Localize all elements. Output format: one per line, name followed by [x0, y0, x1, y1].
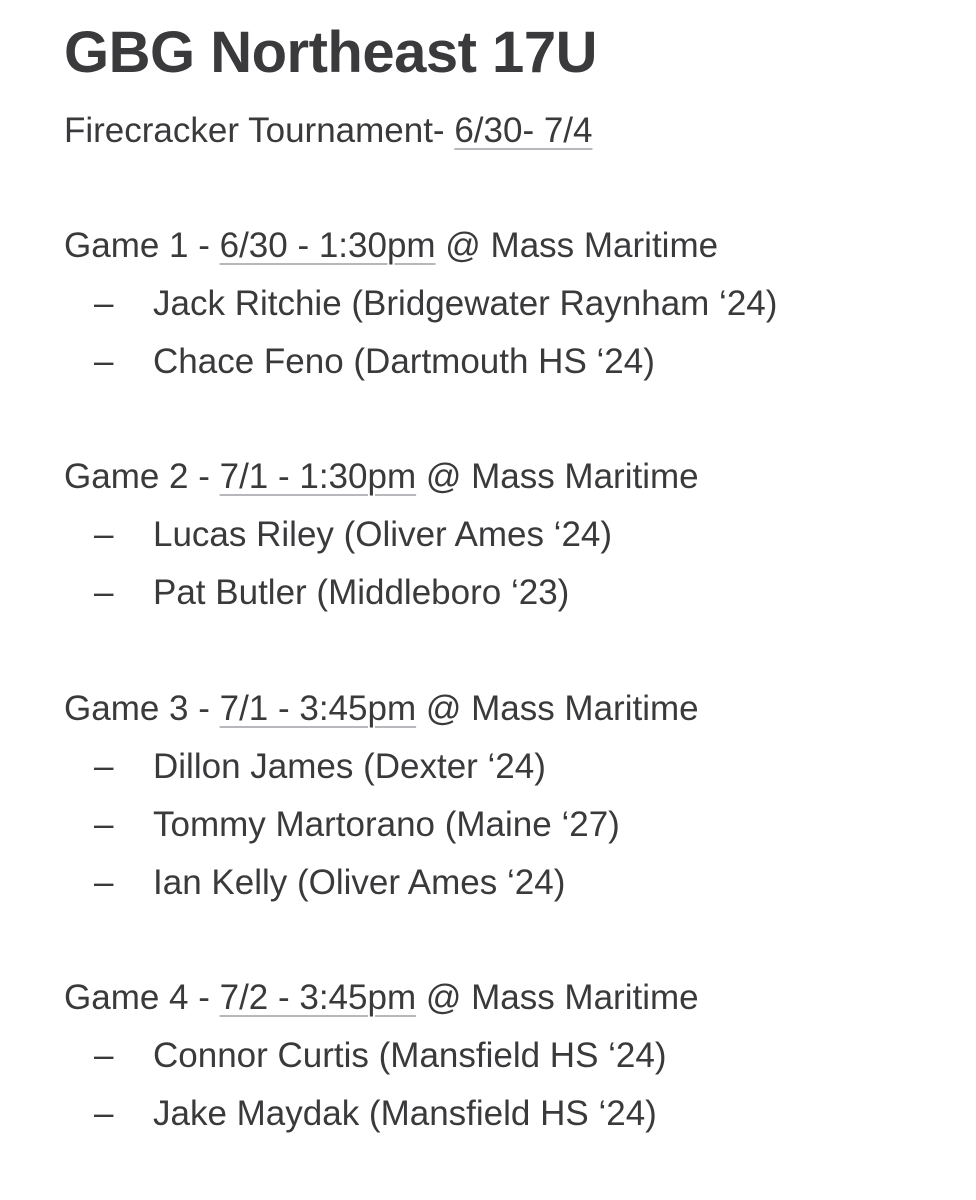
- player-name: Jake Maydak (Mansfield HS ‘24): [153, 1094, 657, 1133]
- game-datetime-link[interactable]: 6/30 - 1:30pm: [219, 226, 436, 265]
- game-block-2: [64, 448, 964, 622]
- tournament-name: Firecracker Tournament-: [64, 111, 455, 150]
- game-datetime-link[interactable]: 7/1 - 3:45pm: [219, 689, 417, 728]
- dash-bullet: –: [94, 573, 114, 612]
- player-name: Dillon James (Dexter ‘24): [153, 747, 546, 786]
- dash-bullet: –: [94, 1094, 114, 1133]
- player-item: [64, 1085, 964, 1143]
- player-list: [64, 275, 964, 391]
- player-list: [64, 506, 964, 622]
- player-name: Chace Feno (Dartmouth HS ‘24): [153, 342, 655, 381]
- game-label: Game 4 -: [64, 978, 220, 1017]
- note-title: GBG Northeast 17U: [64, 20, 597, 85]
- game-header: [64, 680, 964, 738]
- player-name: Jack Ritchie (Bridgewater Raynham ‘24): [153, 284, 778, 323]
- player-name: Connor Curtis (Mansfield HS ‘24): [153, 1036, 667, 1075]
- game-venue: @ Mass Maritime: [416, 689, 699, 728]
- player-list: [64, 1027, 964, 1143]
- game-header: [64, 969, 964, 1027]
- player-item: [64, 1027, 964, 1085]
- player-name: Lucas Riley (Oliver Ames ‘24): [153, 515, 613, 554]
- player-item: [64, 564, 964, 622]
- tournament-line: [64, 108, 592, 154]
- player-name: Tommy Martorano (Maine ‘27): [153, 805, 620, 844]
- game-header: [64, 448, 964, 506]
- dash-bullet: –: [94, 284, 114, 323]
- game-datetime-link[interactable]: 7/1 - 1:30pm: [219, 457, 417, 496]
- tournament-dates-link[interactable]: 6/30- 7/4: [454, 111, 593, 150]
- player-item: [64, 333, 964, 391]
- game-block-3: [64, 680, 964, 912]
- game-block-1: [64, 217, 964, 391]
- dash-bullet: –: [94, 863, 114, 902]
- game-venue: @ Mass Maritime: [416, 978, 699, 1017]
- dash-bullet: –: [94, 1036, 114, 1075]
- game-block-4: [64, 969, 964, 1143]
- game-label: Game 1 -: [64, 226, 220, 265]
- dash-bullet: –: [94, 747, 114, 786]
- game-venue: @ Mass Maritime: [416, 457, 699, 496]
- player-item: [64, 275, 964, 333]
- dash-bullet: –: [94, 342, 114, 381]
- player-list: [64, 738, 964, 912]
- game-venue: @ Mass Maritime: [435, 226, 719, 265]
- game-datetime-link[interactable]: 7/2 - 3:45pm: [219, 978, 417, 1017]
- dash-bullet: –: [94, 515, 114, 554]
- game-label: Game 3 -: [64, 689, 220, 728]
- player-item: [64, 796, 964, 854]
- player-item: [64, 854, 964, 912]
- player-item: [64, 506, 964, 564]
- player-item: [64, 738, 964, 796]
- player-name: Pat Butler (Middleboro ‘23): [153, 573, 570, 612]
- player-name: Ian Kelly (Oliver Ames ‘24): [153, 863, 566, 902]
- game-label: Game 2 -: [64, 457, 220, 496]
- game-header: [64, 217, 964, 275]
- dash-bullet: –: [94, 805, 114, 844]
